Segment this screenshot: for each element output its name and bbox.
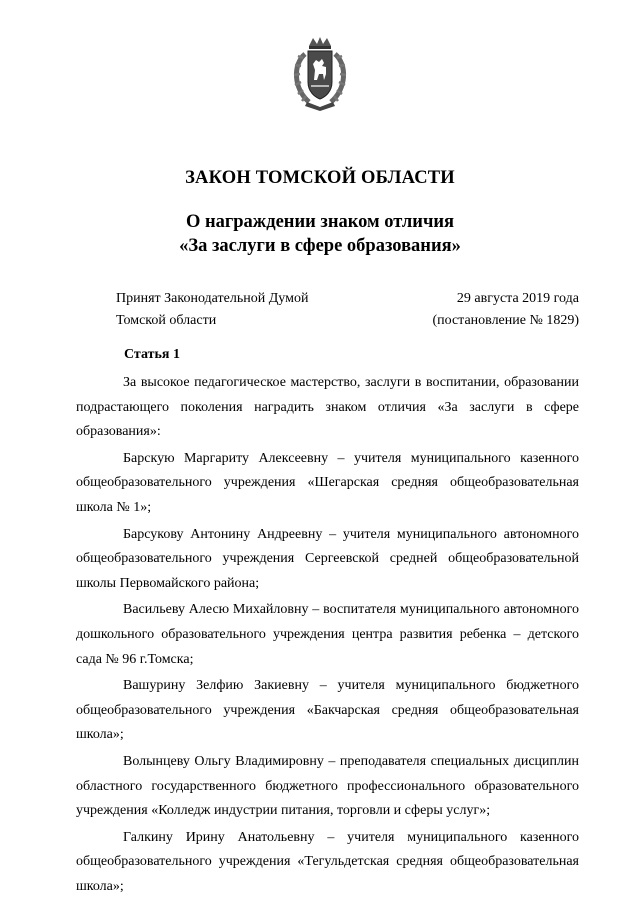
law-subtitle [0, 210, 640, 258]
paragraph: За высокое педагогическое мастерство, заслуги в воспитании, образовании подрастающего поколения наградить знаком отличия «За заслуги в сфере образования»: [76, 375, 579, 440]
paragraph: Галкину Ирину Анатольевну – учителя муниципального казенного общеобразовательного учреждения «Тегульдетская средняя общеобразовательная школа»; [76, 829, 579, 894]
paragraph: Барсукову Антонину Андреевну – учителя муниципального автономного общеобразовательного учреждения Сергеевской средней общеобразовательной школы Первомайского района; [76, 526, 579, 591]
adoption-date-block [432, 288, 579, 332]
adopted-by [116, 288, 308, 332]
law-subtitle-line-1: О награждении знаком отличия [185, 212, 455, 232]
paragraph: Волынцеву Ольгу Владимировну – преподавателя специальных дисциплин областного государственного бюджетного профессионального образовательного учреждения «Колледж индустрии питания, торговли и сферы услуг»; [76, 753, 579, 819]
law-subtitle-line-2: «За заслуги в сфере образования» [179, 236, 461, 256]
coat-of-arms-icon [289, 36, 351, 112]
adoption-date: 29 августа 2019 года [456, 291, 579, 306]
article-body [76, 371, 579, 899]
paragraph: Вашурину Зелфию Закиевну – учителя муниципального бюджетного общеобразовательного учреждения «Бакчарская средняя общеобразовательная школа»; [76, 678, 579, 743]
adopted-by-line-2: Томской области [116, 313, 217, 328]
law-title: ЗАКОН ТОМСКОЙ ОБЛАСТИ [185, 168, 455, 188]
resolution-number: (постановление № 1829) [432, 313, 579, 328]
paragraph: Барскую Маргариту Алексеевну – учителя муниципального казенного общеобразовательного учреждения «Шегарская средняя общеобразовательная школа № 1»; [76, 450, 579, 515]
paragraph: Васильеву Алесю Михайловну – воспитателя муниципального автономного дошкольного образовательного учреждения центра развития ребенка – детского сада № 96 г.Томска; [76, 602, 579, 667]
article-heading: Статья 1 [124, 347, 180, 362]
adopted-by-line-1: Принят Законодательной Думой [116, 291, 309, 306]
